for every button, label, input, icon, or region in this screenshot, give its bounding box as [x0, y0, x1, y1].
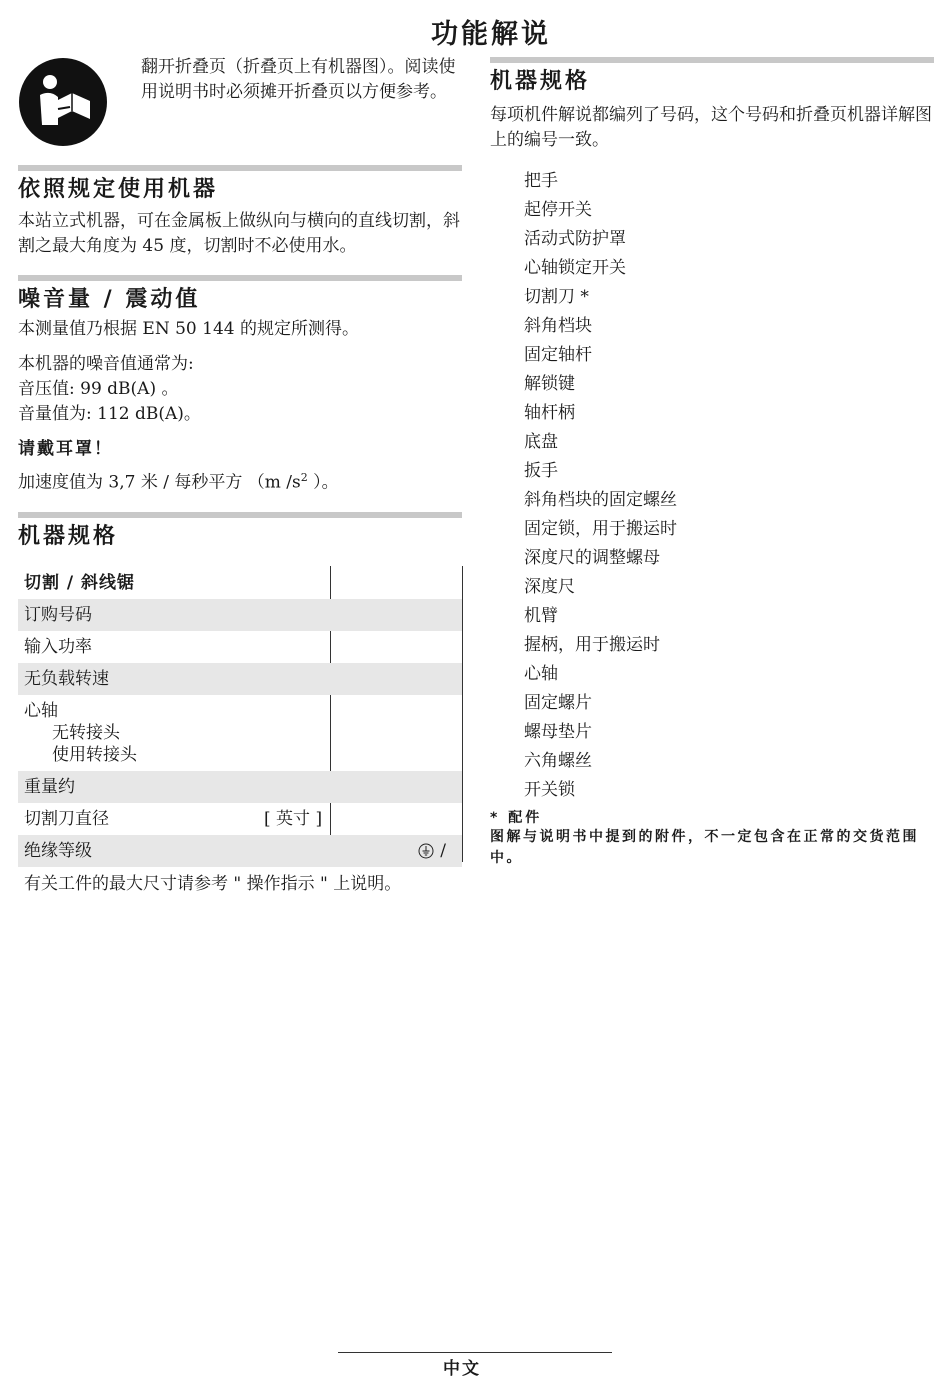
- spec-note: 有关工件的最大尺寸请参考 " 操作指示 " 上说明。: [24, 873, 402, 894]
- intro-text: 翻开折叠页（折叠页上有机器图）。阅读使用说明书时必须摊开折叠页以方便参考。: [141, 57, 456, 102]
- parts-list: [490, 167, 934, 805]
- list-item: 心轴锁定开关: [524, 258, 626, 278]
- accessory-note: 图解与说明书中提到的附件，不一定包含在正常的交货范围中。: [490, 829, 919, 866]
- exponent: 2: [300, 471, 308, 484]
- sound-power: 音量值为: 112 dB(A)。: [18, 404, 201, 424]
- intended-use-title: 依照规定使用机器: [18, 177, 219, 202]
- read-manual-icon: [18, 57, 108, 147]
- table-row: 订购号码: [18, 599, 462, 631]
- intended-use-body: 本站立式机器，可在金属板上做纵向与横向的直线切割，斜割之最大角度为 45 度，切割时不必使用水。: [18, 211, 460, 256]
- table-divider: [462, 566, 463, 862]
- noise-title: 噪音量 / 震动值: [18, 287, 201, 312]
- table-row: 无负载转速: [18, 663, 462, 695]
- list-item: 螺母垫片: [524, 722, 592, 742]
- acceleration-text: 加速度值为 3,7 米 / 每秒平方 （m $/s^2$ ）。: [18, 471, 339, 493]
- specs-title: 机器规格: [18, 523, 119, 549]
- table-row: 绝缘等级 /: [18, 835, 462, 867]
- list-item: 六角螺丝: [524, 751, 592, 771]
- section-divider: [18, 512, 462, 518]
- section-divider: [490, 57, 934, 63]
- list-item: 固定轴杆: [524, 345, 592, 365]
- list-item: 固定锁，用于搬运时: [524, 519, 677, 539]
- section-divider: [18, 275, 462, 281]
- table-row: 重量约: [18, 771, 462, 803]
- list-item: 开关锁: [524, 780, 575, 800]
- list-item: 握柄，用于搬运时: [524, 635, 660, 655]
- list-item: 斜角档块: [524, 316, 592, 336]
- insulation-value: /: [418, 840, 446, 862]
- list-item: 切割刀 *: [524, 287, 589, 307]
- left-column: [18, 55, 462, 896]
- ground-symbol-icon: [418, 843, 434, 859]
- list-item: 起停开关: [524, 200, 592, 220]
- table-row: 输入功率: [24, 636, 92, 657]
- table-row: 切割刀直径 [ 英寸 ]: [24, 808, 323, 829]
- list-item: 扳手: [524, 461, 558, 481]
- footer-rule: [338, 1352, 612, 1353]
- list-item: 活动式防护罩: [524, 229, 626, 249]
- list-item: 底盘: [524, 432, 558, 452]
- list-item: 心轴: [524, 664, 558, 684]
- list-item: 深度尺的调整螺母: [524, 548, 660, 568]
- list-item: 轴杆柄: [524, 403, 575, 423]
- noise-standard: 本测量值乃根据 EN 50 144 的规定所测得。: [18, 319, 359, 339]
- footer-language: 中文: [443, 1359, 481, 1379]
- intro-block: [18, 55, 462, 165]
- section-divider: [18, 165, 462, 171]
- list-item: 深度尺: [524, 577, 575, 597]
- list-item: 机臂: [524, 606, 558, 626]
- right-column: [490, 57, 934, 869]
- unit-label: [ 英寸 ]: [264, 808, 323, 829]
- spec-header: 切割 / 斜线锯: [24, 572, 136, 593]
- noise-intro: 本机器的噪音值通常为:: [18, 354, 194, 374]
- list-item: 斜角档块的固定螺丝: [524, 490, 677, 510]
- spec-table: [18, 566, 462, 896]
- components-title: 机器规格: [490, 69, 591, 94]
- components-body: 每项机件解说都编列了号码，这个号码和折叠页机器详解图上的编号一致。: [490, 105, 932, 150]
- list-item: 把手: [524, 171, 558, 191]
- table-row: 心轴 无转接头 使用转接头: [24, 700, 137, 765]
- sound-pressure: 音压值: 99 dB(A) 。: [18, 379, 179, 399]
- list-item: 解锁键: [524, 374, 575, 394]
- accessory-title: * 配件: [490, 810, 543, 826]
- ear-protection-warning: 请戴耳罩！: [18, 439, 113, 459]
- page-title: 功能解说: [431, 19, 551, 50]
- list-item: 固定螺片: [524, 693, 592, 713]
